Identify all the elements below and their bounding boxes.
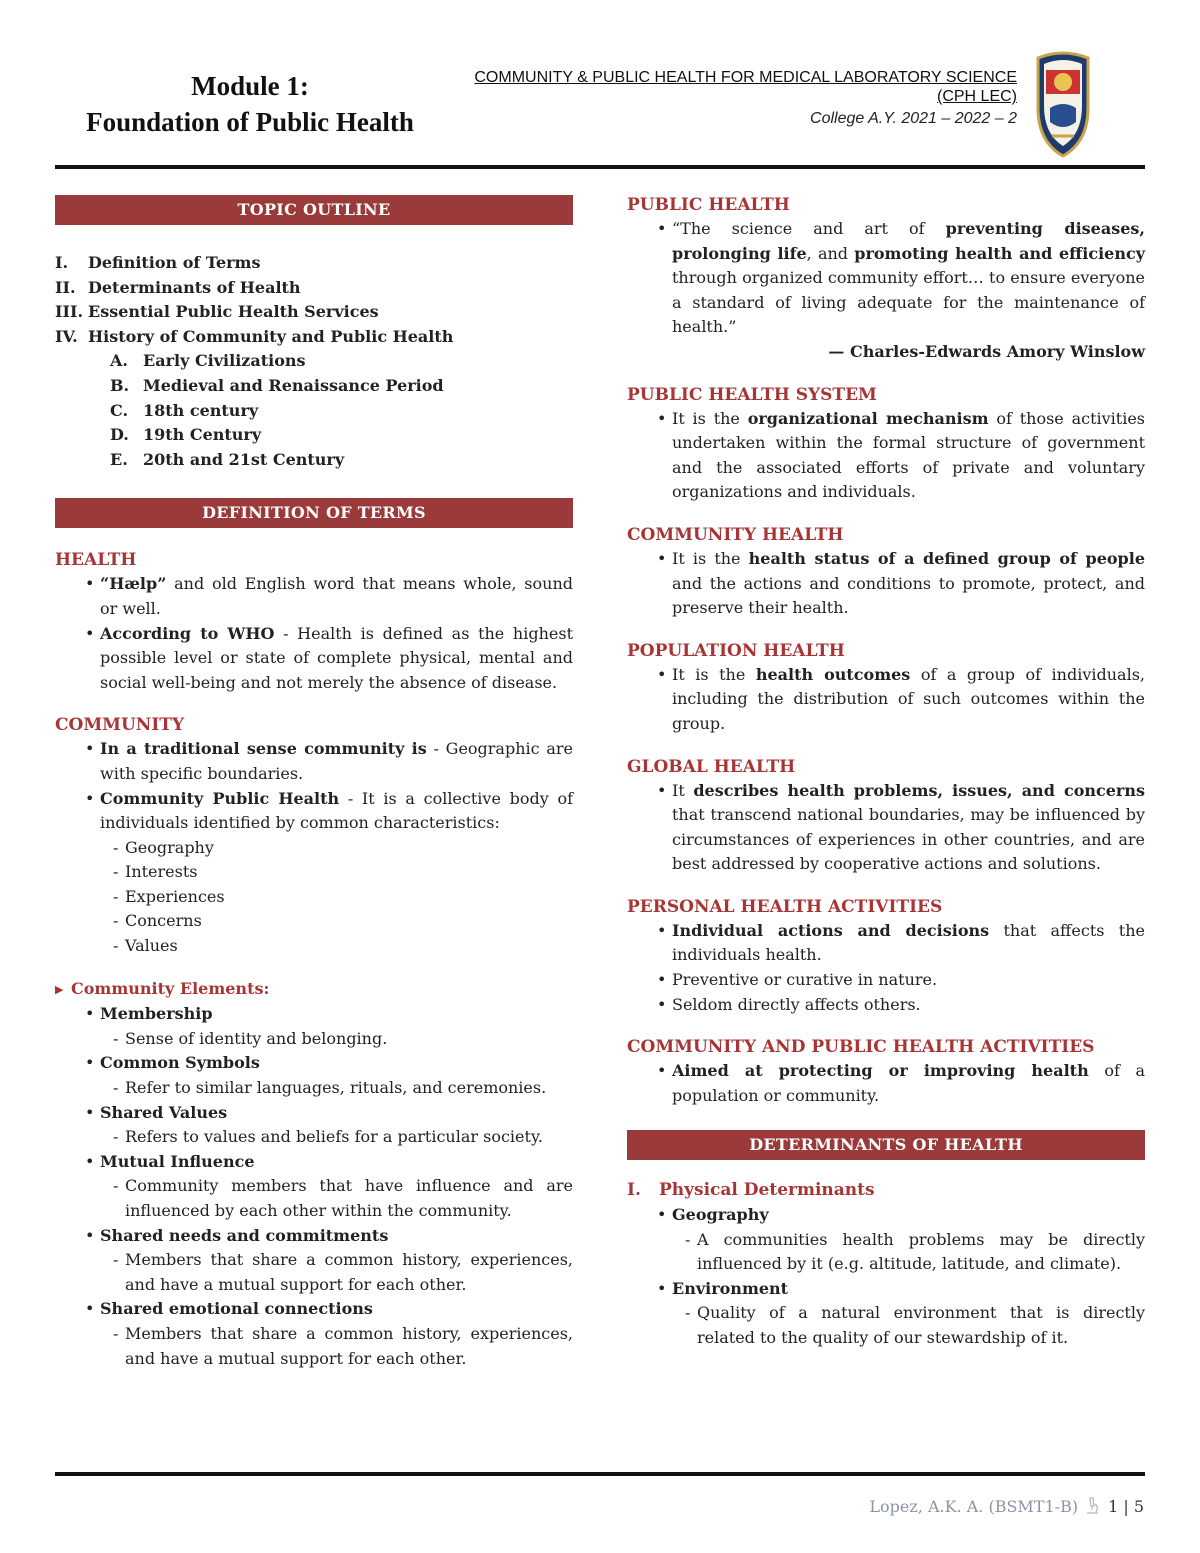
health-heading: HEALTH: [55, 550, 137, 571]
microscope-icon: [1082, 1496, 1102, 1516]
module-number: Module 1:: [191, 71, 309, 101]
list-item: • It is the health outcomes of a group of individuals, including the distribution of such outcomes within the group.: [672, 663, 1145, 737]
list-item: • Membership - Sense of identity and belonging.: [100, 1002, 573, 1051]
page-number: 1 | 5: [1108, 1496, 1144, 1516]
list-item: - Values: [125, 934, 573, 959]
outline-item: IV. History of Community and Public Health: [55, 326, 454, 346]
module-title: [60, 68, 440, 140]
footer-rule: [55, 1472, 1145, 1476]
list-item: - Members that share a common history, experiences, and have a mutual support for each other.: [125, 1322, 573, 1371]
list-item: • Seldom directly affects others.: [672, 993, 1145, 1018]
list-item: • Geography - A communities health problems may be directly influenced by it (e.g. altitude, latitude, and climate).: [672, 1203, 1145, 1277]
outline-subitem: B. Medieval and Renaissance Period: [110, 375, 444, 395]
outline-subitem: D. 19th Century: [110, 425, 262, 445]
public-health-heading: PUBLIC HEALTH: [627, 195, 790, 215]
community-elements-heading: ▶ Community Elements:: [55, 977, 573, 1003]
list-item: - A communities health problems may be directly influenced by it (e.g. altitude, latitude, and climate).: [697, 1228, 1145, 1277]
list-item: • Mutual Influence - Community members that have influence and are influenced by each other within the community.: [100, 1150, 573, 1224]
outline-item: II. Determinants of Health: [55, 277, 301, 297]
list-item: - Community members that have influence and are influenced by each other within the community.: [125, 1174, 573, 1223]
footer-author: Lopez, A.K. A. (BSMT1-B): [869, 1496, 1079, 1516]
outline-item: III. Essential Public Health Services: [55, 302, 379, 322]
personal-health-heading: PERSONAL HEALTH ACTIVITIES: [627, 896, 943, 917]
list-item: • It is the organizational mechanism of those activities undertaken within the formal structure of government and the associated efforts of private and voluntary organizations and individuals.: [672, 407, 1145, 505]
academic-year: College A.Y. 2021 – 2022 – 2: [810, 110, 1017, 127]
list-item: • Individual actions and decisions that affects the individuals health.: [672, 919, 1145, 968]
right-column: [627, 193, 1145, 1351]
community-health-heading: COMMUNITY HEALTH: [627, 524, 844, 545]
list-item: • According to WHO - Health is defined as the highest possible level or state of complete physical, mental and social well-being and not merely the absence of disease.: [100, 622, 573, 696]
global-health-heading: GLOBAL HEALTH: [627, 756, 796, 777]
characteristics-list: [100, 836, 573, 959]
module-name: Foundation of Public Health: [86, 107, 414, 137]
list-item: • Shared needs and commitments - Members that share a common history, experiences, and have a mutual support for each other.: [100, 1224, 573, 1298]
header-rule: [55, 165, 1145, 169]
school-seal-icon: [1032, 50, 1094, 160]
outline-subitem: C. 18th century: [110, 400, 259, 420]
page-header: [0, 0, 1200, 170]
definition-of-terms-banner: DEFINITION OF TERMS: [55, 498, 573, 528]
quote-author: — Charles-Edwards Amory Winslow: [828, 341, 1145, 361]
list-item: - Refer to similar languages, rituals, and ceremonies.: [125, 1076, 573, 1101]
public-health-system-heading: PUBLIC HEALTH SYSTEM: [627, 384, 877, 405]
cph-activities-heading: COMMUNITY AND PUBLIC HEALTH ACTIVITIES: [627, 1037, 1095, 1058]
list-item: • “Hælp” and old English word that means whole, sound or well.: [100, 572, 573, 621]
list-item: - Refers to values and beliefs for a particular society.: [125, 1125, 573, 1150]
list-item: - Members that share a common history, experiences, and have a mutual support for each other.: [125, 1248, 573, 1297]
health-list: [55, 572, 573, 695]
list-item: • In a traditional sense community is - Geographic are with specific boundaries.: [100, 737, 573, 786]
list-item: • Environment - Quality of a natural environment that is directly related to the quality of our stewardship of it.: [672, 1277, 1145, 1351]
list-item: - Quality of a natural environment that is directly related to the quality of our stewardship of it.: [697, 1301, 1145, 1350]
list-item: - Sense of identity and belonging.: [125, 1027, 573, 1052]
community-elements-list: [55, 1002, 573, 1371]
list-item: • It describes health problems, issues, and concerns that transcend national boundaries, may be influenced by circumstances of experiences in other countries, and are best addressed by cooperative actions and solutions.: [672, 779, 1145, 877]
list-item: - Concerns: [125, 909, 573, 934]
course-info: [474, 68, 1017, 128]
outline-item: I. Definition of Terms: [55, 253, 261, 272]
list-item: - Interests: [125, 860, 573, 885]
list-item: - Geography: [125, 836, 573, 861]
list-item: • Common Symbols - Refer to similar languages, rituals, and ceremonies.: [100, 1051, 573, 1100]
list-item: • It is the health status of a defined group of people and the actions and conditions to promote, protect, and preserve their health.: [672, 547, 1145, 621]
list-item: • Preventive or curative in nature.: [672, 968, 1145, 993]
left-column: [55, 195, 573, 1371]
triangle-right-icon: ▶: [55, 982, 64, 996]
list-item: • Aimed at protecting or improving health of a population or community.: [672, 1059, 1145, 1108]
population-health-heading: POPULATION HEALTH: [627, 640, 845, 661]
list-item: • Shared emotional connections - Members that share a common history, experiences, and have a mutual support for each other.: [100, 1297, 573, 1371]
community-heading: COMMUNITY: [55, 715, 185, 736]
course-code: (CPH LEC): [936, 88, 1017, 105]
list-item: - Experiences: [125, 885, 573, 910]
list-item: • Shared Values - Refers to values and beliefs for a particular society.: [100, 1101, 573, 1150]
topic-outline: [55, 251, 573, 472]
course-name: COMMUNITY & PUBLIC HEALTH FOR MEDICAL LABORATORY SCIENCE: [474, 69, 1017, 86]
physical-determinants-heading: I. Physical Determinants: [627, 1180, 875, 1201]
public-health-list: [627, 217, 1145, 340]
outline-subitem: E. 20th and 21st Century: [110, 449, 345, 469]
list-item: • Community Public Health - It is a collective body of individuals identified by common characteristics: - Geography - Interests - Experiences - Concerns - Values: [100, 787, 573, 959]
topic-outline-banner: TOPIC OUTLINE: [55, 195, 573, 225]
community-list: [55, 737, 573, 958]
page-footer: [869, 1496, 1144, 1516]
outline-subitem: A. Early Civilizations: [110, 351, 306, 371]
list-item: • “The science and art of preventing diseases, prolonging life, and promoting health and efficiency through organized community effort… to ensure everyone a standard of living adequate for the maintenance of health.”: [672, 217, 1145, 340]
determinants-banner: DETERMINANTS OF HEALTH: [627, 1130, 1145, 1160]
